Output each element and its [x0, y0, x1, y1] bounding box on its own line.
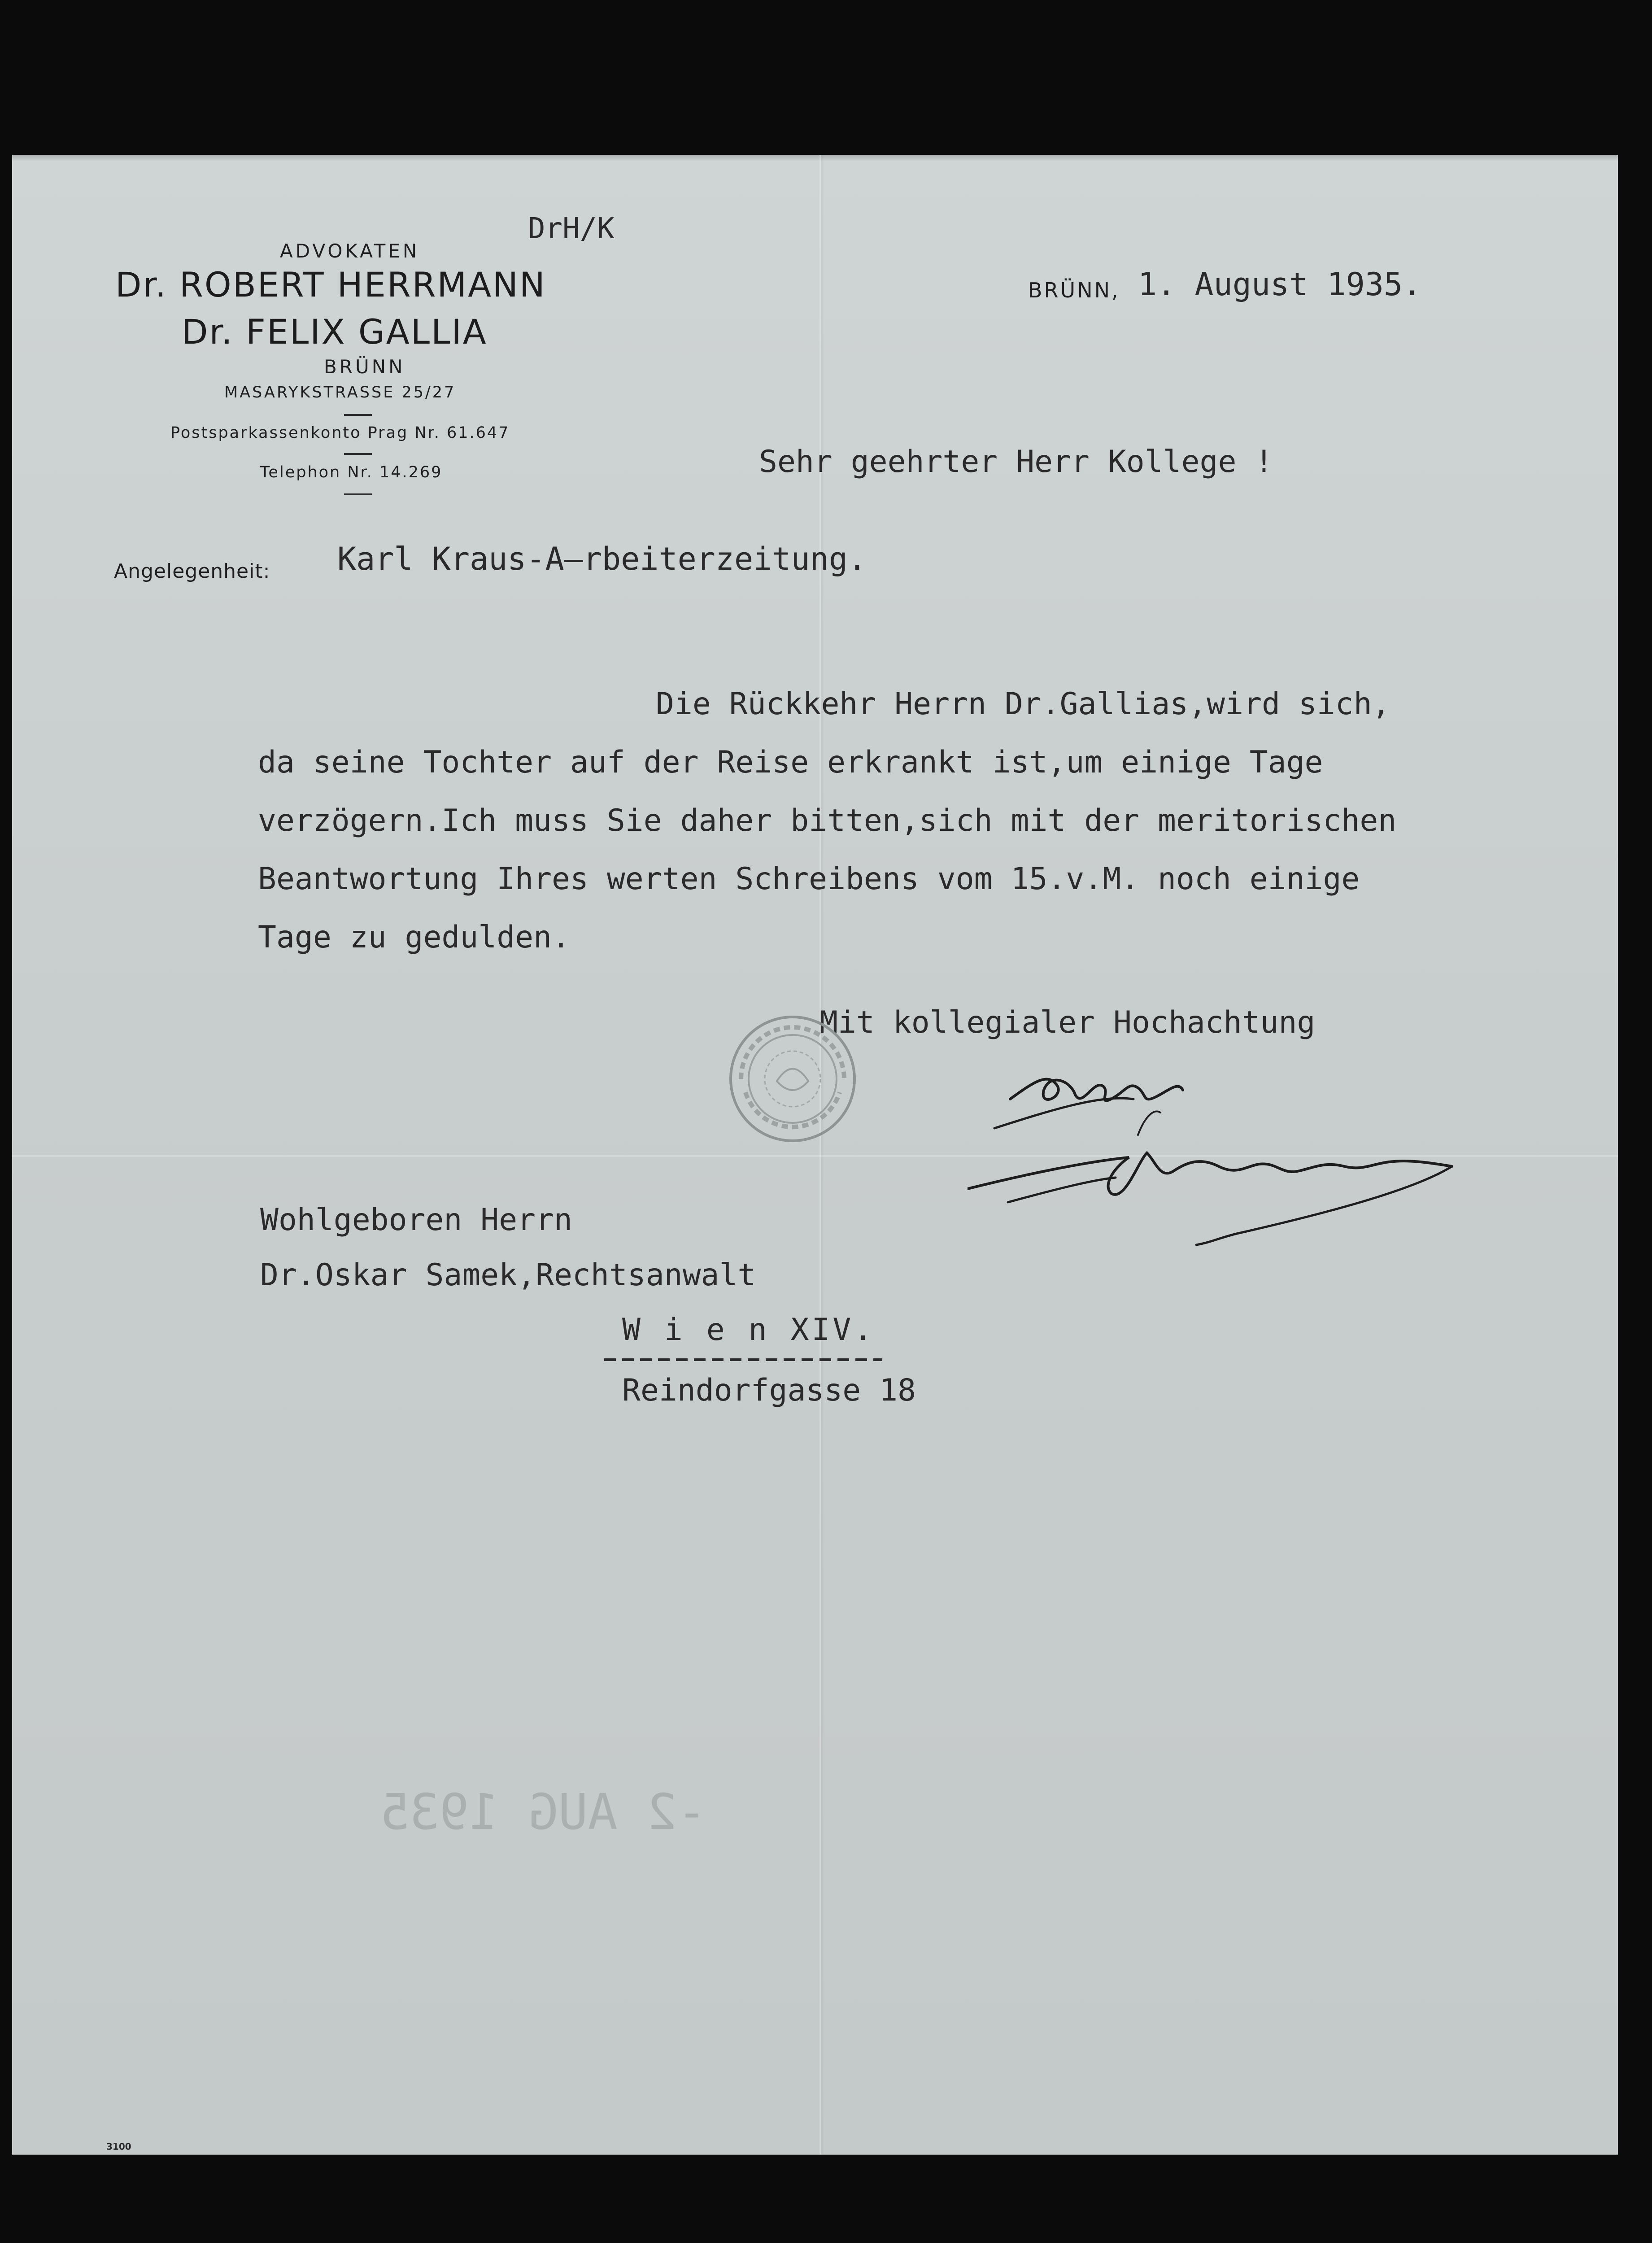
- letter-sheet: [12, 155, 1618, 2155]
- letterhead-name-2: Dr. FELIX GALLIA: [182, 312, 488, 352]
- letterhead-street: MASARYKSTRASSE 25/27: [224, 384, 456, 401]
- body-line-2: da seine Tochter auf der Reise erkrankt ist,um einige Tage: [258, 745, 1323, 780]
- letterhead-divider-1: [344, 414, 372, 416]
- recipient-city-underline: [604, 1358, 882, 1361]
- letterhead-bank-account: Postsparkassenkonto Prag Nr. 61.647: [170, 424, 510, 442]
- recipient-line-1: Wohlgeboren Herrn: [260, 1202, 572, 1238]
- form-number: 3100: [106, 2141, 131, 2152]
- letter-date: 1. August 1935.: [1138, 266, 1422, 303]
- letterhead-profession: ADVOKATEN: [280, 240, 420, 262]
- letterhead-divider-2: [344, 453, 372, 455]
- subject-label: Angelegenheit:: [114, 560, 270, 583]
- sheet-top-shadow: [12, 155, 1618, 161]
- received-stamp: -2 AUG 1935: [380, 1783, 707, 1841]
- letterhead-city: BRÜNN: [324, 356, 405, 378]
- signature-icon: [968, 1054, 1497, 1247]
- subject-line: Karl Kraus-A—rbeiterzeitung.: [337, 541, 867, 577]
- letterhead-name-1: Dr. ROBERT HERRMANN: [115, 265, 546, 305]
- recipient-city: W i e n XIV.: [622, 1312, 875, 1348]
- body-line-5: Tage zu gedulden.: [258, 920, 570, 955]
- body-line-3: verzögern.Ich muss Sie daher bitten,sich mit der meritorischen: [258, 803, 1397, 838]
- reference-code: DrH/K: [528, 212, 615, 245]
- closing: Mit kollegialer Hochachtung: [819, 1005, 1316, 1040]
- salutation: Sehr geehrter Herr Kollege !: [759, 444, 1273, 480]
- body-line-4: Beantwortung Ihres werten Schreibens vom 15.v.M. noch einige: [258, 861, 1360, 897]
- letterhead-divider-3: [344, 493, 372, 495]
- body-line-1: Die Rückkehr Herrn Dr.Gallias,wird sich,: [656, 686, 1390, 722]
- letterhead-phone: Telephon Nr. 14.269: [260, 463, 443, 481]
- recipient-line-2: Dr.Oskar Samek,Rechtsanwalt: [260, 1257, 756, 1293]
- letter-place: BRÜNN,: [1028, 278, 1120, 302]
- recipient-street: Reindorfgasse 18: [622, 1373, 916, 1408]
- official-seal-icon: [728, 1014, 858, 1144]
